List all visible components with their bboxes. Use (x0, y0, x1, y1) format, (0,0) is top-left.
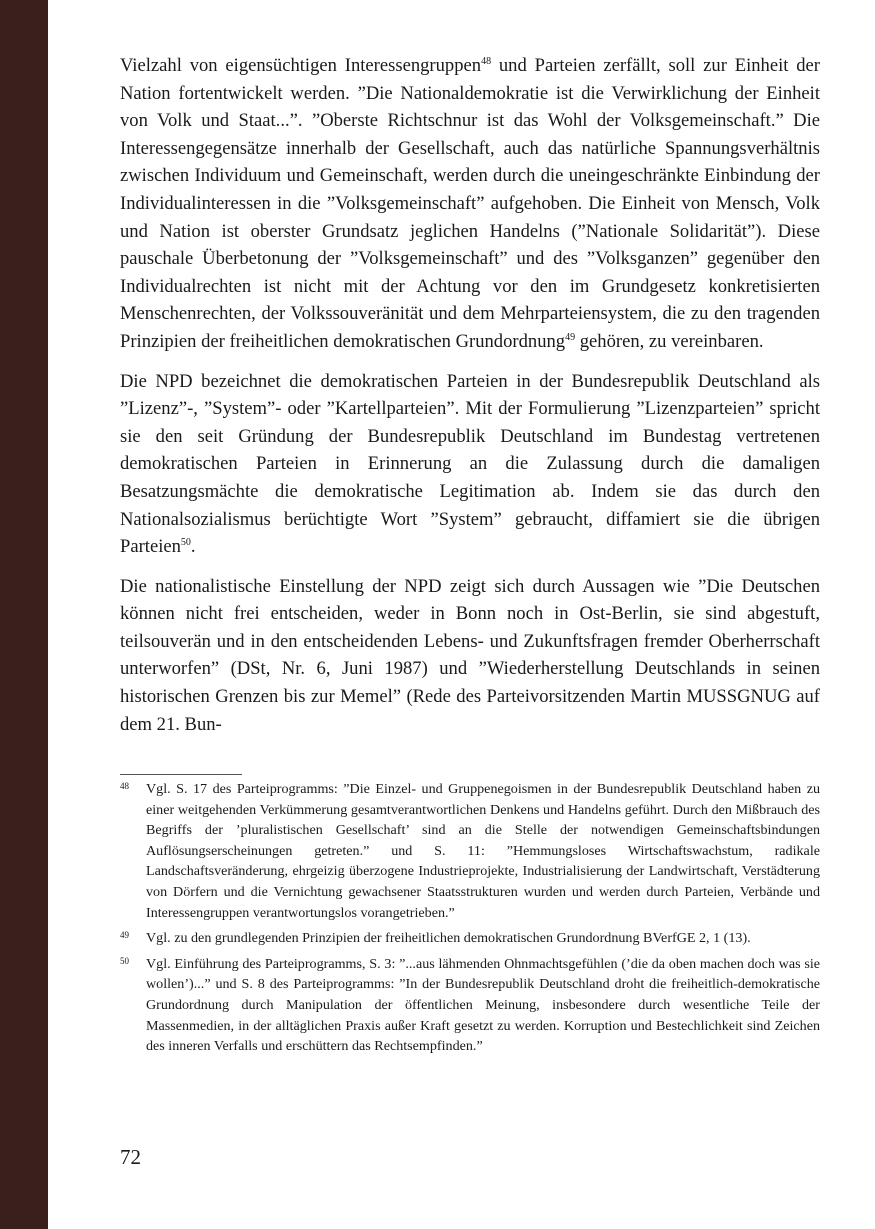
paragraph-3 (120, 573, 820, 739)
footnote-text: Vgl. S. 17 des Parteiprogramms: ”Die Einzel- und Gruppenegoismen in der Bundesrepublik Deutschland haben zu einer weitgehenden Verkümmerung gesamtverantwortlichen Denkens und Handelns geführt. Durch den Mißbrauch des Begriffs der ’pluralistischen Gesellschaft’ sind an die Stelle der notwendigen Gemeinschaftsbindungen Auflösungserscheinungen getreten.” und S. 11: ”Hemmungsloses Wirtschaftswachstum, radikale Landschaftsveränderung, ehrgeizig überzogene Industrieprojekte, Industrialisierung der Landwirtschaft, Verstädterung von Dörfern und die Vernichtung gewachsener Staatsstrukturen wurden und werden durch Parteien, Verbände und Interessengruppen verantwortungslos vorangetrieben.” (146, 781, 820, 921)
footnote-number: 48 (120, 781, 129, 791)
main-text (120, 52, 820, 738)
paragraph-1-text-a: Vielzahl von eigensüchtigen Interessengruppen (120, 55, 482, 76)
footnote-50 (120, 954, 820, 1057)
paragraph-2-text-b: . (190, 536, 196, 558)
footnote-ref-50[interactable]: 50 (180, 536, 191, 548)
footnote-text: Vgl. Einführung des Parteiprogramms, S. 3: ”...aus lähmenden Ohnmachtsgefühlen (’die da oben machen doch was sie wollen’)...” und S. 8 des Parteiprogramms: ”In der Bundesrepublik Deutschland droht die freiheitlich-demokratische Grundordnung durch Manipulation der öffentlichen Meinung, insbesondere durch wesentliche Teile der Massenmedien, in der alltäglichen Praxis außer Kraft gesetzt zu werden. Korruption und Bestechlichkeit sind Zeichen des inneren Verfalls und erschüttern das Rechtsempfinden.” (146, 955, 820, 1055)
footnote-number: 49 (120, 930, 129, 941)
page-body (120, 52, 820, 750)
paragraph-1-text-b: und Parteien zerfällt, soll zur Einheit der Nation fortentwickelt werden. ”Die Nationaldemokratie ist die Verwirklichung der Einheit von Volk und Staat...”. ”Oberste Richtschnur ist das Wohl der Volksgemeinschaft.” Die Interessengegensätze innerhalb der Gesellschaft, auch das natürliche Spannungsverhältnis zwischen Individuum und Gemeinschaft, werden durch die uneingeschränkte Einbindung der Individualinteressen in die ”Volksgemeinschaft” aufgehoben. Die Einheit von Mensch, Volk und Nation ist oberster Grundsatz jeglichen Handelns (”Nationale Solidarität”). Diese pauschale Überbetonung der ”Volksgemeinschaft” und des ”Volksganzen” gegenüber den Individualrechten ist nicht mit der Achtung vor den im Grundgesetz konkretisierten Menschenrechten, der Volkssouveränität und dem Mehrparteiensystem, die zu den tragenden Prinzipien der freiheitlichen demokratischen Grundordnung (120, 55, 820, 352)
footnote-48 (120, 779, 820, 923)
paragraph-3-text: Die nationalistische Einstellung der NPD zeigt sich durch Aussagen wie ”Die Deutschen können nicht frei entscheiden, weder in Bonn noch in Ost-Berlin, sie sind abgestuft, teilsouverän und in den entscheidenden Lebens- und Zukunftsfragen fremder Oberherrschaft unterworfen” (DSt, Nr. 6, Juni 1987) und ”Wiederherstellung Deutschlands in seinen historischen Grenzen bis zur Memel” (Rede des Parteivorsitzenden Martin MUSSGNUG auf dem 21. Bun- (120, 575, 820, 735)
paragraph-2 (120, 368, 820, 561)
footnote-ref-48[interactable]: 48 (481, 55, 492, 67)
paragraph-1 (120, 52, 820, 356)
footnote-ref-49[interactable]: 49 (565, 331, 576, 343)
book-binding-edge (0, 0, 48, 1229)
page-number: 72 (120, 1145, 141, 1169)
paragraph-1-text-c: gehören, zu vereinbaren. (575, 330, 764, 352)
footnote-separator (120, 774, 242, 775)
footnote-number: 50 (120, 955, 129, 966)
footnote-text: Vgl. zu den grundlegenden Prinzipien der freiheitlichen demokratischen Grundordnung BVerfGE 2, 1 (13). (146, 930, 751, 947)
footnote-49 (120, 928, 820, 949)
paragraph-2-text-a: Die NPD bezeichnet die demokratischen Parteien in der Bundesrepublik Deutschland als ”Lizenz”-, ”System”- oder ”Kartellparteien”. Mit der Formulierung ”Lizenzparteien” spricht sie den seit Gründung der Bundesrepublik Deutschland im Bundestag vertretenen demokratischen Parteien in Erinnerung an die Zulassung durch die damaligen Besatzungsmächte die demokratische Legitimation ab. Indem sie das durch den Nationalsozialismus berüchtigte Wort ”System” gebraucht, diffamiert sie die übrigen Parteien (120, 370, 820, 558)
footnotes (120, 779, 820, 1062)
